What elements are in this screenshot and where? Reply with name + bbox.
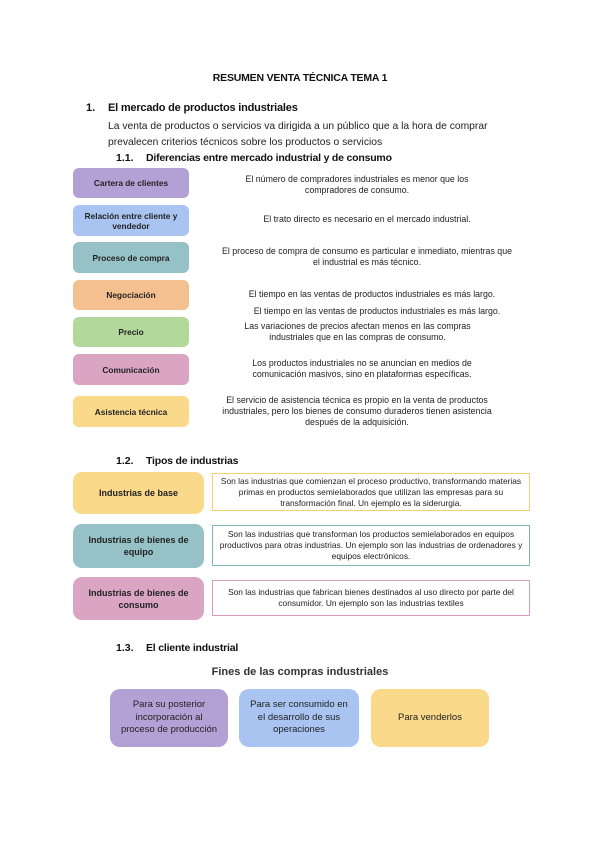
- desc-asistencia-tecnica: El servicio de asistencia técnica es propio en la venta de productos industriales, pero los bienes de consumo duraderos tienen asistencia después de la adquisición.: [222, 395, 492, 427]
- label-cartera-de-clientes: Cartera de clientes: [73, 168, 189, 198]
- tipo-desc-industrias-de-base: Son las industrias que comienzan el proceso productivo, transformando materias primas en productos semielaborados que utilizan las empresas para su transformación final. Un ejemplo es la siderurgia.: [212, 473, 530, 511]
- desc-relacion-cliente-vendedor: El trato directo es necesario en el mercado industrial.: [263, 214, 471, 224]
- desc-extra-line: El tiempo en las ventas de productos industriales es más largo.: [253, 306, 501, 316]
- label-proceso-de-compra: Proceso de compra: [73, 242, 189, 273]
- fin-consumido-operaciones: Para ser consumido en el desarrollo de sus operaciones: [239, 689, 359, 747]
- fin-venderlos: Para venderlos: [371, 689, 489, 747]
- section-1-heading: El mercado de productos industriales: [108, 102, 298, 114]
- section-1-paragraph: La venta de productos o servicios va dirigida a un público que a la hora de comprar prevalecen criterios técnicos sobre los productos o servicios: [108, 121, 488, 148]
- label-relacion-cliente-vendedor: Relación entre cliente y vendedor: [73, 205, 189, 236]
- tipo-industrias-bienes-consumo: Industrias de bienes de consumo: [73, 577, 204, 620]
- desc-proceso-de-compra: El proceso de compra de consumo es particular e inmediato, mientras que el industrial es más técnico.: [222, 246, 512, 267]
- section-1-3-heading: El cliente industrial: [146, 642, 239, 654]
- section-1-2-heading: Tipos de industrias: [146, 455, 239, 467]
- document-title: RESUMEN VENTA TÉCNICA TEMA 1: [212, 72, 388, 84]
- tipo-desc-industrias-bienes-consumo: Son las industrias que fabrican bienes destinados al uso directo por parte del consumidor. Un ejemplo son las industrias textiles: [212, 580, 530, 616]
- fines-diagram-title: Fines de las compras industriales: [211, 666, 389, 678]
- tipo-desc-industrias-bienes-equipo: Son las industrias que transforman los productos semielaborados en equipos productivos para otras industrias. Un ejemplo son las industrias de ordenadores y equipos electrónicos.: [212, 525, 530, 566]
- label-comunicacion: Comunicación: [73, 354, 189, 385]
- label-precio: Precio: [73, 317, 189, 347]
- section-1-number: 1.: [86, 102, 96, 114]
- desc-negociacion: El tiempo en las ventas de productos industriales es más largo.: [248, 289, 496, 299]
- desc-precio: Las variaciones de precios afectan menos en las compras industriales que en las compras de consumo.: [244, 321, 471, 342]
- desc-cartera-de-clientes: El número de compradores industriales es menor que los compradores de consumo.: [245, 174, 469, 195]
- tipo-industrias-de-base: Industrias de base: [73, 472, 204, 514]
- fin-incorporacion-produccion: Para su posterior incorporación al proceso de producción: [110, 689, 228, 747]
- label-negociacion: Negociación: [73, 280, 189, 310]
- tipo-industrias-bienes-equipo: Industrias de bienes de equipo: [73, 524, 204, 568]
- label-asistencia-tecnica: Asistencia técnica: [73, 396, 189, 427]
- desc-comunicacion: Los productos industriales no se anuncian en medios de comunicación masivos, sino en plataformas específicas.: [252, 358, 472, 379]
- section-1-2-number: 1.2.: [116, 455, 134, 467]
- section-1-1-number: 1.1.: [116, 152, 134, 164]
- section-1-1-heading: Diferencias entre mercado industrial y de consumo: [146, 152, 392, 164]
- section-1-3-number: 1.3.: [116, 642, 134, 654]
